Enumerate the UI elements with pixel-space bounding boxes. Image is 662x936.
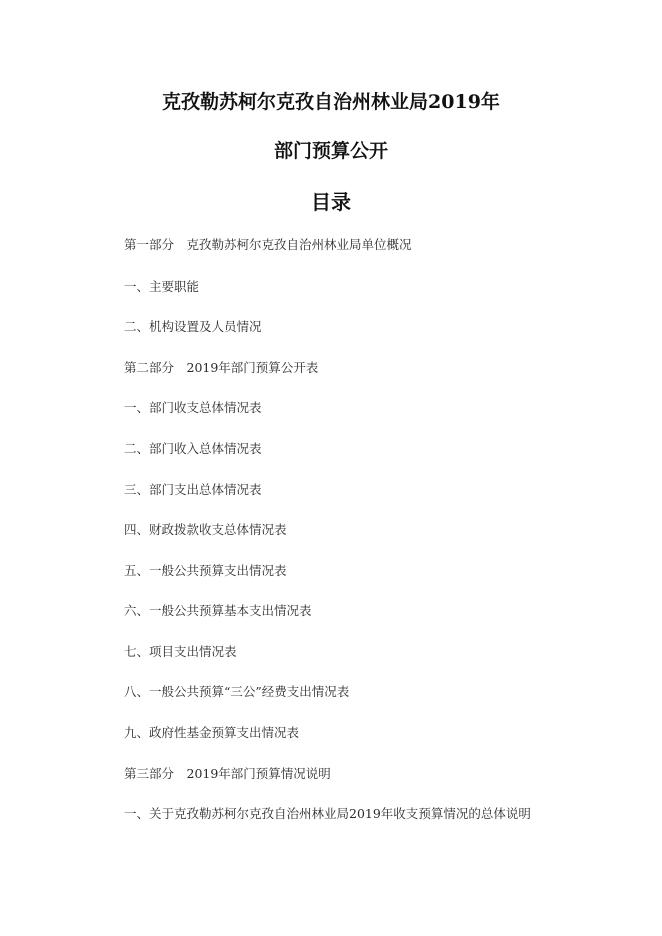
toc-item: 二、机构设置及人员情况 [124,319,262,334]
toc-item: 八、一般公共预算“三公”经费支出情况表 [124,684,350,699]
toc-item: 六、一般公共预算基本支出情况表 [124,603,312,618]
document-title: 克孜勒苏柯尔克孜自治州林业局2019年 [162,91,500,113]
document-subtitle: 部门预算公开 [273,140,388,162]
toc-item: 二、部门收入总体情况表 [124,441,262,456]
toc-item: 一、主要职能 [124,279,200,294]
toc-part-1: 第一部分 克孜勒苏柯尔克孜自治州林业局单位概况 [124,237,412,252]
toc-item: 四、财政拨款收支总体情况表 [124,522,287,537]
toc-part-2: 第二部分 2019年部门预算公开表 [124,360,319,375]
toc-item: 七、项目支出情况表 [124,644,237,659]
toc-heading: 目录 [311,190,351,214]
toc-item: 五、一般公共预算支出情况表 [124,563,287,578]
toc-item: 一、关于克孜勒苏柯尔克孜自治州林业局2019年收支预算情况的总体说明 [124,806,531,821]
toc-part-3: 第三部分 2019年部门预算情况说明 [124,766,331,781]
toc-item: 一、部门收支总体情况表 [124,400,262,415]
toc-item: 三、部门支出总体情况表 [124,482,262,497]
toc-item: 九、政府性基金预算支出情况表 [124,725,300,740]
